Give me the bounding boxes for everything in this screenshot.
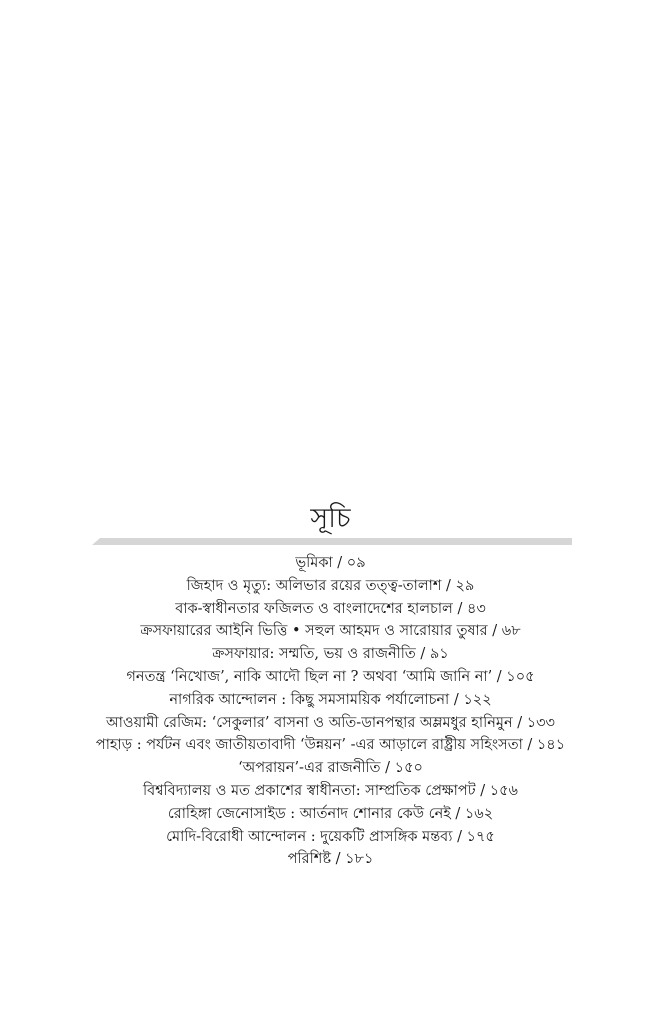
toc-entry: ‘অপরায়ন’-এর রাজনীতি / ১৫০ xyxy=(238,760,423,777)
toc-entry: বাক-স্বাধীনতার ফজিলত ও বাংলাদেশের হালচাল / ৪৩ xyxy=(175,600,486,617)
toc-entry: মোদি-বিরোধী আন্দোলন : দুয়েকটি প্রাসঙ্গিক মন্তব্য / ১৭৫ xyxy=(166,828,495,845)
toc-entry: গনতন্ত্র ‘নিখোজ’, নাকি আদৌ ছিল না ? অথবা ‘আমি জানি না’ / ১০৫ xyxy=(126,668,535,685)
contents-title: সূচি xyxy=(310,503,351,534)
toc-entry: নাগরিক আন্দোলন : কিছু সমসাময়িক পর্যালোচনা / ১২২ xyxy=(169,691,492,708)
toc-entry: ক্রসফায়ারের আইনি ভিত্তি • সহুল আহমদ ও সারোয়ার তুষার / ৬৮ xyxy=(140,623,521,640)
toc-entry: রোহিঙ্গা জেনোসাইড : আর্তনাদ শোনার কেউ নেই / ১৬২ xyxy=(167,805,494,822)
toc-entry: জিহাদ ও মৃত্যু: অলিভার রয়ের তত্ত্ব-তালাশ / ২৯ xyxy=(186,577,475,594)
toc-entry: পাহাড় : পর্যটন এবং জাতীয়তাবাদী ‘উন্নয়ন’ -এর আড়ালে রাষ্ট্রীয় সহিংসতা / ১৪১ xyxy=(95,737,566,754)
toc-entry: আওয়ামী রেজিম: ‘সেকুলার’ বাসনা ও অতি-ডানপন্থার অম্লমধুর হানিমুন / ১৩৩ xyxy=(106,714,555,731)
title-divider xyxy=(92,538,572,545)
toc-entry: ক্রসফায়ার: সম্মতি, ভয় ও রাজনীতি / ৯১ xyxy=(212,646,449,663)
table-of-contents xyxy=(70,552,591,871)
toc-entry: ভূমিকা / ০৯ xyxy=(295,555,366,571)
toc-entry: বিশ্ববিদ্যালয় ও মত প্রকাশের স্বাধীনতা: সাম্প্রতিক প্রেক্ষাপট / ১৫৬ xyxy=(143,782,518,799)
toc-entry: পরিশিষ্ট / ১৮১ xyxy=(287,851,374,868)
